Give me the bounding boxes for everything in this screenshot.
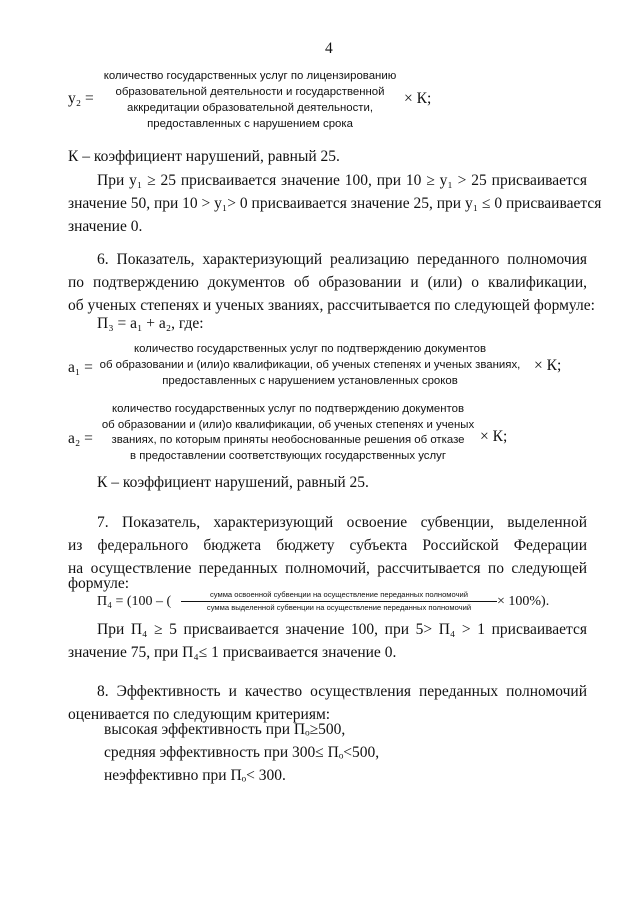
formula-a1-fraction [90, 341, 530, 389]
criteria-item-medium: средняя эффективность при 300≤ Пₒ<500, [104, 744, 380, 761]
fraction-line: предоставленных с нарушением срока [147, 118, 353, 130]
formula-a2-fraction [88, 402, 488, 464]
paragraph-7-line: на осуществление переданных полномочий, рассчитывается по следующей [68, 560, 587, 577]
formula-p3: П₃ = a₁ + a₂, где: [97, 315, 204, 332]
fraction-line: в предоставлении соответствующих государственных услуг [130, 449, 446, 462]
paragraph-8-line: 8. Эффективность и качество осуществления переданных полномочий [97, 683, 587, 700]
paragraph-7-line: из федерального бюджета бюджету субъекта Российской Федерации [68, 537, 587, 554]
rule-p4-line: значение 75, при П₄≤ 1 присваивается значение 0. [68, 644, 397, 661]
criteria-item-low: неэффективно при Пₒ< 300. [104, 767, 286, 784]
fraction-line: количество государственных услуг по подтверждению документов [133, 343, 487, 355]
formula-p4-prefix: П₄ = (100 – ( [97, 594, 172, 609]
fraction-line: об образовании и (или)о квалификации, об ученых степенях и ученых званиях, [99, 359, 521, 371]
paragraph-6-line: по подтверждению документов об образовании и (или) о квалификации, [68, 274, 587, 291]
formula-y2-label: y₂ = [68, 90, 94, 107]
rule-y1-line: значение 0. [68, 218, 143, 235]
criteria-list [104, 718, 379, 787]
formula-a1-label: a₁ = [68, 359, 93, 376]
paragraph-7-line: 7. Показатель, характеризующий освоение субвенции, выделенной [97, 514, 587, 531]
paragraph-8-line: оценивается по следующим критериям: [68, 706, 331, 723]
formula-p4-suffix: × 100%). [497, 594, 550, 609]
paragraph-6-line: 6. Показатель, характеризующий реализацию переданного полномочия [97, 251, 587, 268]
fraction-line: об образовании и (или)о квалификации, об ученых степенях и ученых [101, 418, 475, 431]
rule-y1-line: При y₁ ≥ 25 присваивается значение 100, при 10 ≥ y₁ > 25 присваивается [97, 172, 587, 189]
coefficient-note: К – коэффициент нарушений, равный 25. [68, 148, 340, 165]
criteria-item-high: высокая эффективность при Пₒ≥500, [104, 721, 346, 738]
formula-y2-fraction [95, 68, 405, 132]
formula-a2-multiplier: × К; [480, 428, 508, 445]
fraction-line: званиях, по которым приняты необоснованные решения об отказе [111, 434, 465, 446]
rule-p4-line: При П₄ ≥ 5 присваивается значение 100, при 5> П₄ > 1 присваивается [97, 621, 587, 638]
fraction-line: количество государственных услуг по подтверждению документов [111, 403, 465, 415]
formula-p4-denominator: сумма выделенной субвенции на осуществление переданных полномочий [206, 603, 472, 612]
fraction-line: образовательной деятельности и государственной [115, 86, 385, 98]
formula-p4-numerator: сумма освоенной субвенции на осуществление переданных полномочий [209, 590, 469, 599]
rule-y1-line: значение 50, при 10 > y₁> 0 присваивается значение 25, при y₁ ≤ 0 присваивается [68, 195, 602, 212]
paragraph-6-line: об ученых степенях и ученых званиях, рассчитывается по следующей формуле: [68, 297, 595, 314]
fraction-line: предоставленных с нарушением установленных сроков [162, 375, 458, 387]
fraction-bar [181, 601, 497, 602]
fraction-line: количество государственных услуг по лицензированию [103, 70, 397, 82]
formula-y2-multiplier: × К; [404, 90, 432, 107]
coefficient-note: К – коэффициент нарушений, равный 25. [97, 474, 369, 491]
paragraph-7-line: формуле: [68, 575, 130, 592]
fraction-line: аккредитации образовательной деятельности, [126, 102, 374, 114]
formula-a1-multiplier: × К; [534, 357, 562, 374]
formula-a2-label: a₂ = [68, 430, 93, 447]
page-number: 4 [325, 40, 333, 57]
